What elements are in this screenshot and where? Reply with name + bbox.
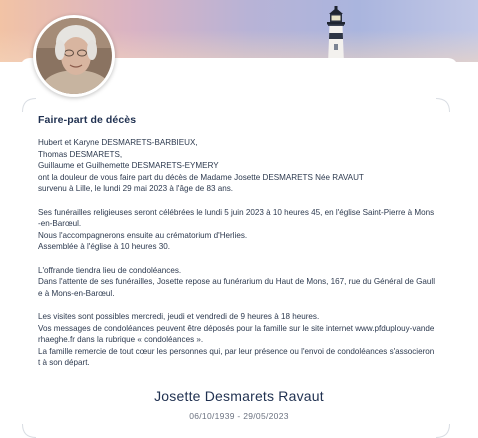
portrait-image: [36, 18, 112, 94]
notice-text: [38, 137, 436, 380]
text-line: Guillaume et Guilhemette DESMARETS-EYMERY: [38, 161, 219, 171]
lighthouse-image: [321, 6, 351, 62]
text-line: Hubert et Karyne DESMARETS-BARBIEUX,: [38, 138, 198, 147]
text-line: Les visites sont possibles mercredi, jeudi et vendredi de 9 heures à 18 heures.: [38, 311, 320, 321]
paragraph-offering: [38, 265, 436, 300]
text-line: Thomas DESMARETS,: [38, 149, 123, 159]
text-line: survenu à Lille, le lundi 29 mai 2023 à l'âge de 83 ans.: [38, 184, 234, 194]
life-dates: 06/10/1939 - 29/05/2023: [189, 411, 289, 421]
text-line: ont la douleur de vous faire part du décès de Madame Josette DESMARETS Née RAVAUT: [38, 172, 364, 182]
text-line: La famille remercie de tout cœur les personnes qui, par leur présence ou l'envoi de condoléances s'associeront à son départ.: [38, 346, 435, 368]
text-line: Nous l'accompagnerons ensuite au crématorium d'Herlies.: [38, 230, 248, 240]
text-line: Dans l'attente de ses funérailles, Josette repose au funérarium du Haut de Mons, 167, rue du Général de Gaulle à Mons-en-Barœul.: [38, 277, 436, 298]
text-line: Assemblée à l'église à 10 heures 30.: [38, 242, 171, 252]
paragraph-family: [38, 137, 436, 195]
text-line: Ses funérailles religieuses seront célébrées le lundi 5 juin 2023 à 10 heures 45, en l'église Saint-Pierre à Mons-en-Barœul.: [38, 207, 435, 229]
text-line: Vos messages de condoléances peuvent être déposés pour la famille sur le site internet www.pfduplouy-vanderhaeghe.fr dans la rubrique « condoléances ».: [38, 323, 435, 345]
deceased-name: Josette Desmarets Ravaut: [154, 388, 324, 404]
page-title: Faire-part de décès: [38, 114, 137, 126]
paragraph-funeral: [38, 207, 436, 253]
paragraph-visits: [38, 311, 436, 369]
text-line: L'offrande tiendra lieu de condoléances.: [38, 265, 182, 275]
avatar: [33, 15, 115, 97]
